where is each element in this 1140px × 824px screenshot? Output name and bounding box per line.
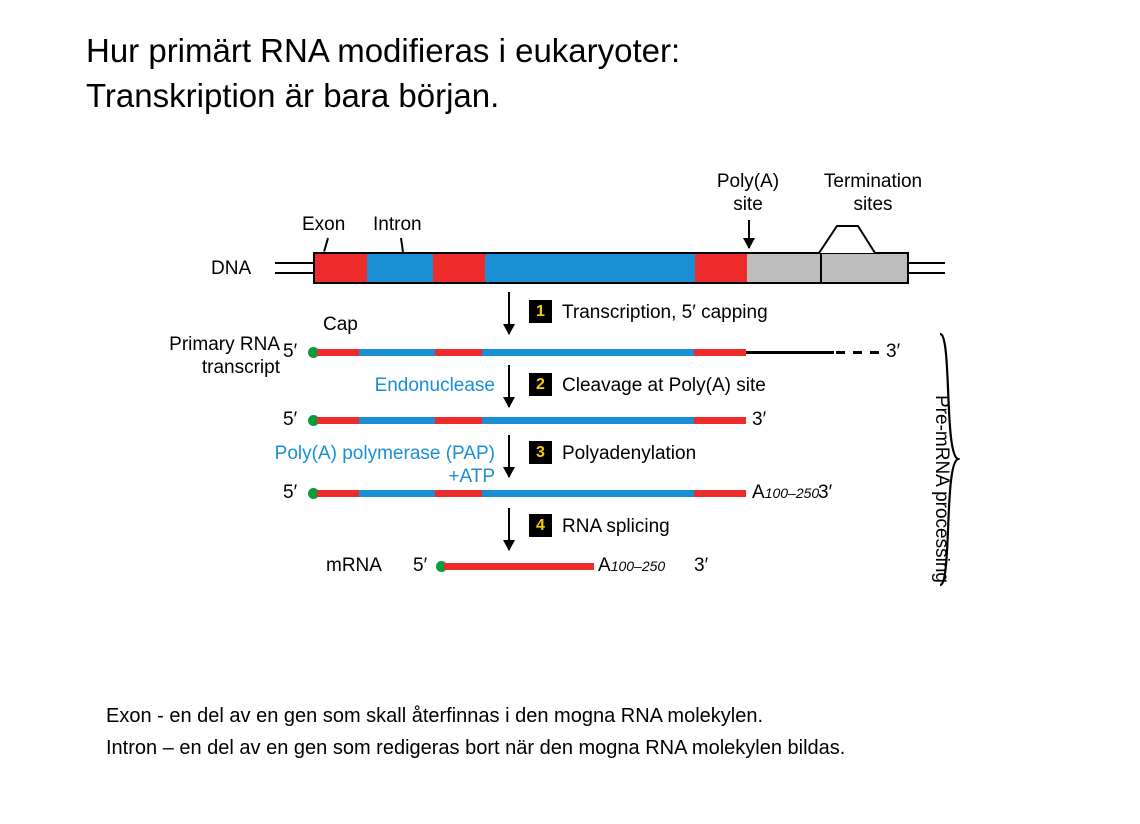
pre-rna-exon-2 — [435, 349, 482, 356]
cleaved-rna-5prime: 5′ — [283, 409, 298, 430]
dna-gene-bar — [313, 252, 909, 284]
polyA-exon-3 — [694, 490, 746, 497]
dna-right-flank — [905, 262, 945, 274]
rna-processing-diagram — [0, 150, 1140, 620]
primary-rna-5prime: 5′ — [283, 341, 298, 362]
intron-label: Intron — [373, 214, 422, 235]
step-2-arrow — [508, 365, 510, 407]
pre-rna-downstream — [746, 351, 834, 354]
termination-sites-label-2: sites — [853, 194, 893, 215]
cleaved-exon-1 — [317, 417, 359, 424]
dna-intron-1 — [367, 254, 433, 282]
exon-pointer — [323, 238, 328, 252]
cleaved-exon-3 — [694, 417, 746, 424]
termination-hat-shape — [818, 224, 876, 254]
step-2-text: Cleavage at Poly(A) site — [562, 375, 766, 396]
step-3-badge: 3 — [529, 441, 552, 464]
step-1-badge: 1 — [529, 300, 552, 323]
pap-label-1: Poly(A) polymerase (PAP) — [274, 443, 495, 464]
dna-intron-2 — [485, 254, 695, 282]
step-3-text: Polyadenylation — [562, 443, 697, 464]
pre-mrna-processing-label: Pre-mRNA processing — [931, 395, 952, 583]
polyA-exon-1 — [317, 490, 359, 497]
title-line-2: Transkription är bara början. — [86, 77, 500, 114]
page-title — [86, 28, 1046, 118]
cleaved-intron-2 — [482, 417, 694, 424]
polyA-exon-2 — [435, 490, 482, 497]
step-1-text: Transcription, 5′ capping — [562, 302, 768, 323]
dna-left-flank — [275, 262, 315, 274]
polyA-rna-3prime: 3′ — [818, 482, 833, 503]
dna-downstream-region — [747, 254, 907, 282]
cleaved-rna-3prime: 3′ — [752, 409, 767, 430]
polyA-tail-label: A100–250 — [752, 482, 820, 503]
mrna-label: mRNA — [326, 555, 382, 576]
polya-site-label-2: site — [733, 194, 763, 215]
mrna-5prime: 5′ — [413, 555, 428, 576]
pre-rna-dashes — [836, 351, 880, 354]
pre-rna-intron-2 — [482, 349, 694, 356]
polyA-intron-2 — [482, 490, 694, 497]
pre-rna-exon-3 — [694, 349, 746, 356]
primary-rna-3prime: 3′ — [886, 341, 901, 362]
pre-rna-intron-1 — [359, 349, 435, 356]
polyA-intron-1 — [359, 490, 435, 497]
dna-exon-1 — [315, 254, 367, 282]
pre-rna-exon-1 — [317, 349, 359, 356]
termination-sites-label: Termination — [823, 171, 923, 192]
step-1-arrow — [508, 292, 510, 334]
polyA-tail-subscript: 100–250 — [764, 485, 820, 501]
mrna-polyA-subscript: 100–250 — [610, 558, 666, 574]
step-4-text: RNA splicing — [562, 516, 670, 537]
cleaved-exon-2 — [435, 417, 482, 424]
dna-exon-2 — [433, 254, 485, 282]
cap-label: Cap — [323, 314, 358, 335]
polyA-rna-5prime: 5′ — [283, 482, 298, 503]
cleaved-intron-1 — [359, 417, 435, 424]
step-4-badge: 4 — [529, 514, 552, 537]
endonuclease-label: Endonuclease — [374, 375, 495, 396]
dna-exon-3 — [695, 254, 747, 282]
caption-line-2: Intron – en del av en gen som redigeras bort när den mogna RNA molekylen bildas. — [106, 737, 846, 759]
primary-rna-label-1: Primary RNA — [169, 334, 280, 355]
intron-pointer — [400, 238, 403, 252]
title-line-1: Hur primärt RNA modifieras i eukaryoter: — [86, 32, 681, 69]
mrna-3prime: 3′ — [694, 555, 709, 576]
dna-termination-divider — [820, 254, 822, 282]
exon-label: Exon — [302, 214, 346, 235]
definitions-caption — [106, 700, 1066, 764]
dna-label: DNA — [211, 258, 252, 279]
mrna-coding-strand — [444, 563, 594, 570]
mrna-polyA-tail-label: A100–250 — [598, 555, 666, 576]
step-4-arrow — [508, 508, 510, 550]
primary-rna-label-2: transcript — [201, 357, 280, 378]
pap-label-2: +ATP — [448, 466, 495, 487]
step-3-arrow — [508, 435, 510, 477]
polya-site-label: Poly(A) — [716, 171, 780, 192]
caption-line-1: Exon - en del av en gen som skall återfinnas i den mogna RNA molekylen. — [106, 705, 764, 727]
step-2-badge: 2 — [529, 373, 552, 396]
polya-site-arrow — [748, 220, 750, 248]
